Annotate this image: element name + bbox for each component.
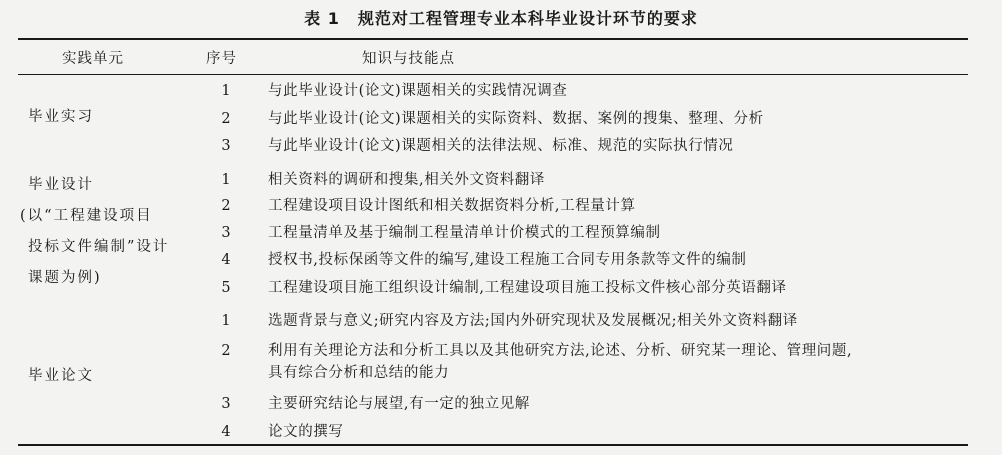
knowledge-line: 具有综合分析和总结的能力 [268,365,450,381]
seq-cell: 2 [221,111,231,127]
knowledge-line: 与此毕业设计(论文)课题相关的实际资料、数据、案例的搜集、整理、分析 [268,111,764,127]
unit-cell [28,108,94,126]
knowledge-cell [268,110,764,128]
seq-cell: 1 [221,83,231,99]
table-number: 表 1 [304,9,340,28]
knowledge-line: 与此毕业设计(论文)课题相关的实践情况调查 [268,83,568,99]
header-knowledge: 知识与技能点 [362,51,455,67]
knowledge-cell [268,423,344,441]
seq-cell: 2 [221,343,231,359]
knowledge-line: 主要研究结论与展望,有一定的独立见解 [268,396,530,412]
seq-cell: 4 [221,424,231,440]
knowledge-line: 工程建设项目施工组织设计编制,工程建设项目施工投标文件核心部分英语翻译 [268,280,787,296]
header-seq: 序号 [206,51,237,67]
knowledge-cell [268,279,787,297]
knowledge-cell [268,197,636,215]
seq-cell: 4 [221,252,231,268]
unit-line: 毕业论文 [28,368,94,384]
seq-cell: 3 [221,225,231,241]
seq-cell: 5 [221,280,231,296]
unit-cell [20,176,170,300]
unit-line: 课题为例) [28,270,102,286]
knowledge-line: 工程量清单及基于编制工程量清单计价模式的工程预算编制 [268,225,661,241]
unit-line: (以“工程建设项目 [20,208,153,224]
seq-cell: 1 [221,172,231,188]
seq-cell: 1 [221,313,231,329]
unit-line: 投标文件编制”设计 [28,239,170,255]
seq-cell: 3 [221,138,231,154]
table-title: 规范对工程管理专业本科毕业设计环节的要求 [357,9,698,28]
knowledge-line: 选题背景与意义;研究内容及方法;国内外研究现状及发展概况;相关外文资料翻译 [268,313,798,329]
unit-cell [28,367,94,385]
seq-cell: 3 [221,396,231,412]
table-caption [0,6,1002,29]
knowledge-line: 相关资料的调研和搜集,相关外文资料翻译 [268,172,546,188]
knowledge-cell [268,395,530,413]
knowledge-cell [268,312,798,330]
knowledge-line: 授权书,投标保函等文件的编写,建设工程施工合同专用条款等文件的编制 [268,252,747,268]
knowledge-cell [268,171,545,189]
knowledge-cell [268,224,661,242]
top-rule [18,38,968,40]
header-rule [18,74,968,75]
unit-line: 毕业设计 [28,177,94,193]
unit-line: 毕业实习 [28,109,94,125]
knowledge-cell [268,137,734,155]
seq-cell: 2 [221,198,231,214]
knowledge-cell [268,251,747,269]
knowledge-line: 工程建设项目设计图纸和相关数据资料分析,工程量计算 [268,198,636,214]
knowledge-cell [268,342,852,382]
bottom-rule [18,444,968,446]
knowledge-line: 论文的撰写 [268,424,344,440]
knowledge-line: 与此毕业设计(论文)课题相关的法律法规、标准、规范的实际执行情况 [268,138,734,154]
header-unit: 实践单元 [62,51,124,67]
knowledge-cell [268,82,567,100]
knowledge-line: 利用有关理论方法和分析工具以及其他研究方法,论述、分析、研究某一理论、管理问题, [268,343,853,359]
